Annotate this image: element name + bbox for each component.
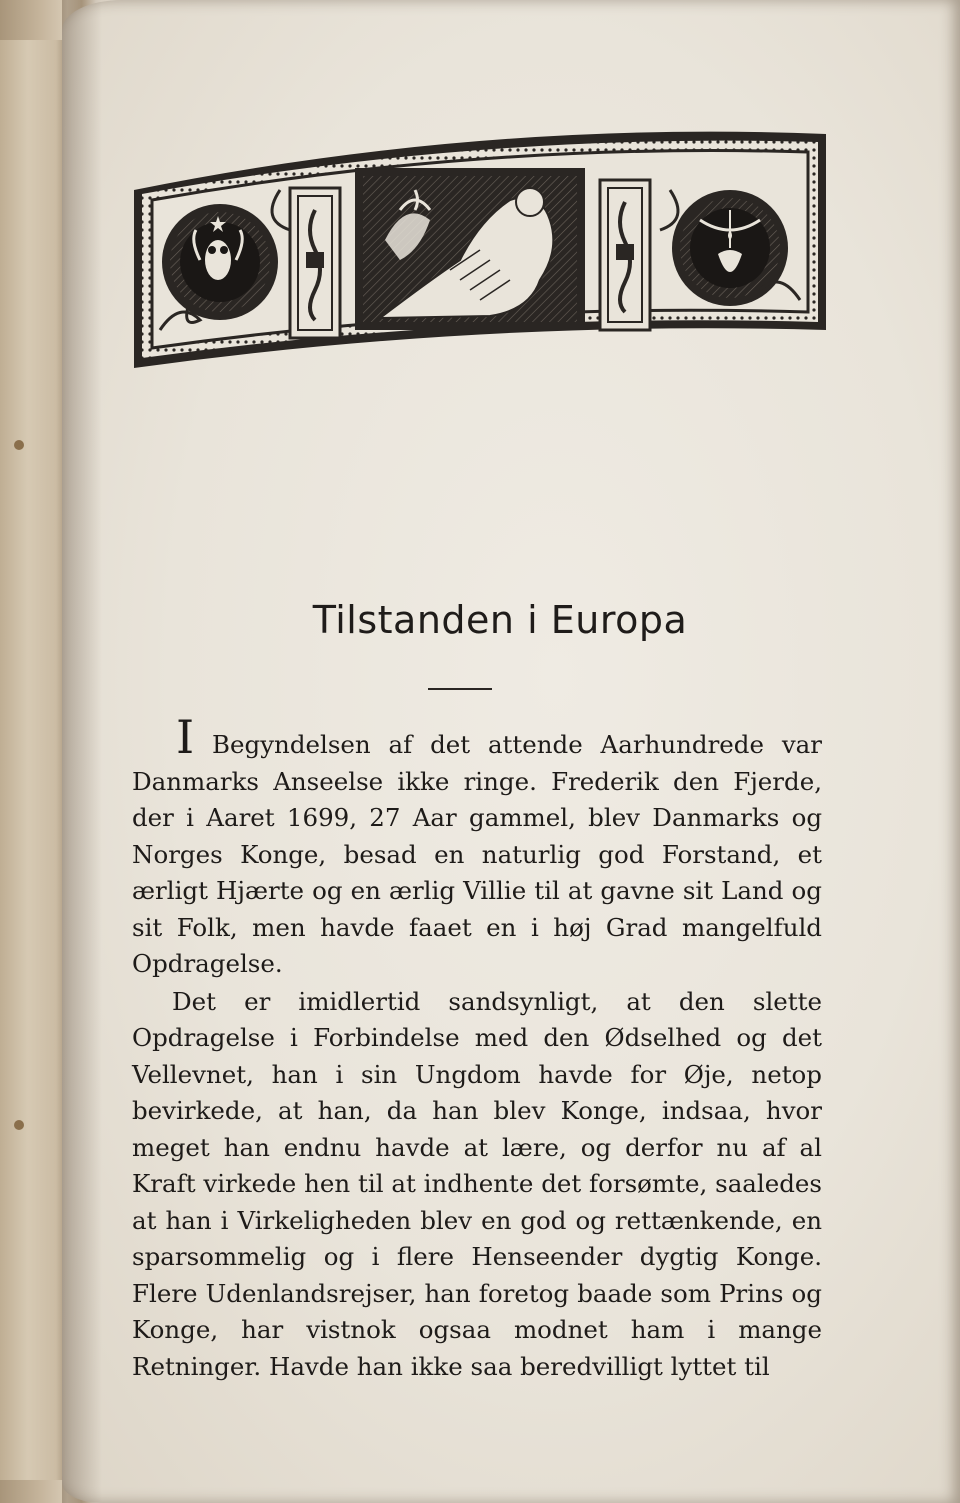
body-text [132,710,822,1385]
gutter-shadow [62,0,102,1503]
owl-icon [162,204,278,320]
paragraph [132,710,822,983]
title-rule [428,688,492,690]
left-page-edge [0,40,70,1480]
hanging-lamp-icon [672,190,788,306]
drop-cap: I [176,710,195,764]
chapter-title: Tilstanden i Europa [312,598,688,642]
paragraph-text: Begyndelsen af det attende Aarhundrede var Danmarks Anseelse ikke ringe. Frederik den Fjerde, der i Aaret 1699, 27 Aar gammel, blev Danmarks og Norges Konge, besad en naturlig god Forstand, et ærligt Hjærte og en ærlig Villie til at gavne sit Land og sit Folk, men havde faaet en i høj Grad mangelfuld Opdragelse. [132,730,822,978]
paragraph-text: Det er imidlertid sandsynligt, at den slette Opdragelse i Forbindelse med den Ødselhed og det Vellevnet, han i sin Ungdom havde for Øje, netop bevirkede, at han, da han blev Konge, indsaa, hvor meget han endnu havde at lære, og derfor nu af al Kraft virkede hen til at indhente det forsømte, saaledes at han i Virkeligheden blev en god og rettænkende, en sparsommelig og i flere Henseender dygtig Konge. Flere Udenlandsrejser, han foretog baade som Prins og Konge, har vistnok ogsaa modnet ham i mange Retninger. Havde han ikke saa beredvilligt lyttet til [132,986,822,1381]
ornamental-headpiece [130,130,830,370]
binding-stitch [14,1120,24,1130]
binding-stitch [14,440,24,450]
paragraph [132,984,822,1386]
